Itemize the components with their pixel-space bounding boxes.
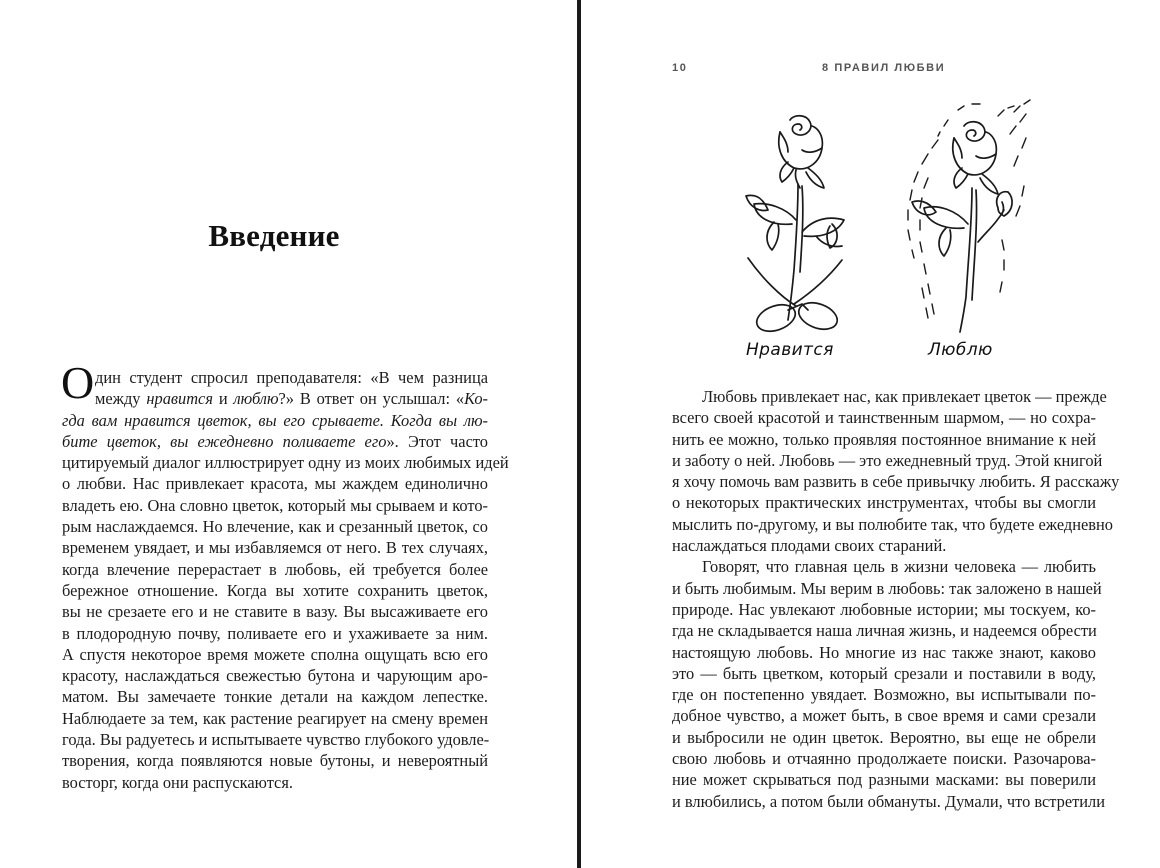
text-line bbox=[62, 708, 488, 729]
text-run: вы не срезаете его и не ставите в вазу. Вы высаживаете его bbox=[62, 602, 488, 622]
book-spine bbox=[577, 0, 581, 868]
text-line bbox=[672, 429, 1096, 450]
text-run: дин студент спросил преподавателя: «В чем разница bbox=[95, 368, 488, 387]
text-run: гда не складывается наша личная жизнь, и надеемся обрести bbox=[672, 621, 1097, 641]
text-run: матом. Вы замечаете тонкие детали на каждом лепестке. bbox=[62, 687, 488, 707]
text-run: мыслить по-другому, и вы полюбите так, что будете ежедневно bbox=[672, 514, 1113, 534]
text-line bbox=[62, 452, 509, 473]
text-run: в плодородную почву, поливаете его и ухаживаете за ним. bbox=[62, 623, 488, 643]
text-run: природе. Нас увлекают любовные истории; мы тоскуем, ко- bbox=[672, 599, 1096, 619]
text-line bbox=[672, 748, 1096, 769]
drop-cap: О bbox=[61, 357, 95, 408]
cut-rose-drawing bbox=[746, 116, 844, 336]
text-run: когда влечение перерастает в любовь, ей требуется более bbox=[62, 559, 488, 579]
text-line bbox=[62, 644, 488, 665]
page-number: 10 bbox=[672, 62, 688, 74]
text-line bbox=[62, 580, 488, 601]
text-line bbox=[672, 705, 1096, 726]
text-line bbox=[672, 492, 1096, 513]
watered-rose-drawing bbox=[908, 100, 1030, 332]
text-line bbox=[62, 601, 488, 622]
text-line bbox=[672, 514, 1113, 535]
text-line bbox=[62, 623, 488, 644]
text-run: это — быть цветком, который срезали и поставили в воду, bbox=[672, 663, 1096, 683]
caption-love: Люблю bbox=[928, 340, 993, 360]
text-line bbox=[62, 495, 488, 516]
text-line bbox=[62, 750, 488, 771]
text-line bbox=[672, 684, 1096, 705]
text-run: я хочу помочь вам развить в себе привычку любить. Я расскажу bbox=[672, 472, 1120, 492]
text-run: добное чувство, а может быть, в свое время и сами срезали bbox=[672, 706, 1096, 726]
text-run: временем увядает, и мы избавляемся от него. В тех случаях, bbox=[62, 538, 488, 558]
text-run: бережное отношение. Когда вы хотите сохранить цветок, bbox=[62, 580, 488, 600]
text-line bbox=[62, 388, 488, 409]
text-run: свою любовь и отчаянно продолжаете поиски. Разочарова- bbox=[672, 749, 1096, 769]
text-run: и влюбились, а потом были обмануты. Думали, что встретили bbox=[672, 791, 1105, 811]
running-book-title: 8 ПРАВИЛ ЛЮБВИ bbox=[822, 62, 946, 74]
right-page bbox=[582, 0, 1160, 868]
text-run: настоящую любовь. Но многие из нас также знают, каково bbox=[672, 642, 1096, 662]
text-line bbox=[672, 386, 1107, 407]
text-run: творения, когда появляются новые бутоны, и невероятный bbox=[62, 751, 488, 771]
text-line bbox=[672, 535, 1096, 556]
italic-text: люблю bbox=[233, 389, 279, 409]
text-line bbox=[62, 772, 488, 793]
text-line bbox=[672, 407, 1096, 428]
text-line bbox=[672, 450, 1103, 471]
text-run: наслаждаться плодами своих стараний. bbox=[672, 536, 947, 556]
text-line bbox=[62, 516, 488, 537]
text-run: и bbox=[212, 389, 234, 409]
text-run: нить ее можно, только проявляя постоянное внимание к ней bbox=[672, 429, 1096, 449]
text-run: о некоторых практических инструментах, чтобы вы смогли bbox=[672, 493, 1096, 513]
text-line bbox=[62, 431, 488, 452]
text-run: где он постепенно увядает. Возможно, вы испытывали по- bbox=[672, 685, 1096, 705]
text-run: ?» В ответ он услышал: « bbox=[278, 389, 465, 409]
text-run: и выбросили не один цветок. Вероятно, вы еще не обрели bbox=[672, 727, 1096, 747]
text-line bbox=[62, 537, 488, 558]
left-page-body bbox=[62, 367, 509, 793]
text-line bbox=[672, 727, 1096, 748]
italic-text: бите цветок, вы ежедневно поливаете его bbox=[62, 431, 387, 451]
text-run: ». Этот часто bbox=[386, 431, 488, 451]
text-run: года. Вы радуетесь и испытываете чувство глубокого удовле- bbox=[62, 730, 490, 750]
text-run: и быть любимым. Мы верим в любовь: так заложено в нашей bbox=[672, 578, 1102, 598]
text-run: восторг, когда они распускаются. bbox=[62, 772, 293, 792]
text-run: цитируемый диалог иллюстрирует одну из моих любимых идей bbox=[62, 453, 509, 473]
text-run: Говорят, что главная цель в жизни человека — любить bbox=[702, 557, 1096, 577]
text-line bbox=[62, 367, 488, 388]
text-run: владеть ею. Она словно цветок, который мы срываем и кото- bbox=[62, 495, 488, 515]
text-line bbox=[672, 620, 1096, 641]
text-run: и заботу о ней. Любовь — это ежедневный труд. Этой книгой bbox=[672, 450, 1103, 470]
text-run: Наблюдаете за тем, как растение реагирует на смену времен bbox=[62, 708, 488, 728]
text-line bbox=[672, 578, 1102, 599]
text-run: всего своей красотой и таинственным шармом, — но сохра- bbox=[672, 408, 1096, 428]
text-line bbox=[672, 769, 1096, 790]
text-line bbox=[672, 791, 1105, 812]
text-run: между bbox=[95, 389, 147, 409]
text-run: рым наслаждаемся. Но влечение, как и срезанный цветок, со bbox=[62, 517, 488, 537]
roses-illustration bbox=[732, 92, 1032, 372]
text-line bbox=[62, 559, 488, 580]
text-line bbox=[62, 410, 488, 431]
text-line bbox=[672, 471, 1120, 492]
italic-text: гда вам нравится цветок, вы его срываете. Когда вы лю- bbox=[62, 410, 488, 430]
italic-text: нравится bbox=[146, 389, 213, 409]
text-line bbox=[672, 663, 1096, 684]
text-line bbox=[62, 686, 488, 707]
text-run: ние может скрываться под разными масками: вы поверили bbox=[672, 770, 1096, 790]
text-line bbox=[672, 556, 1096, 577]
running-header bbox=[672, 62, 1102, 78]
caption-like: Нравится bbox=[746, 340, 834, 360]
text-run: красоту, наслаждаться свежестью бутона и чарующим аро- bbox=[62, 666, 488, 686]
text-line bbox=[62, 473, 488, 494]
right-page-body bbox=[672, 386, 1120, 812]
text-line bbox=[672, 642, 1096, 663]
text-line bbox=[62, 729, 488, 750]
text-line bbox=[62, 665, 488, 686]
left-page bbox=[0, 0, 578, 868]
text-run: о любви. Нас привлекает красота, мы жаждем единолично bbox=[62, 474, 488, 494]
text-run: Любовь привлекает нас, как привлекает цветок — прежде bbox=[702, 387, 1107, 406]
text-line bbox=[672, 599, 1096, 620]
chapter-title: Введение bbox=[208, 218, 340, 253]
text-run: А спустя некоторое время можете сполна ощущать всю его bbox=[62, 644, 488, 664]
italic-text: Ко- bbox=[464, 389, 489, 409]
